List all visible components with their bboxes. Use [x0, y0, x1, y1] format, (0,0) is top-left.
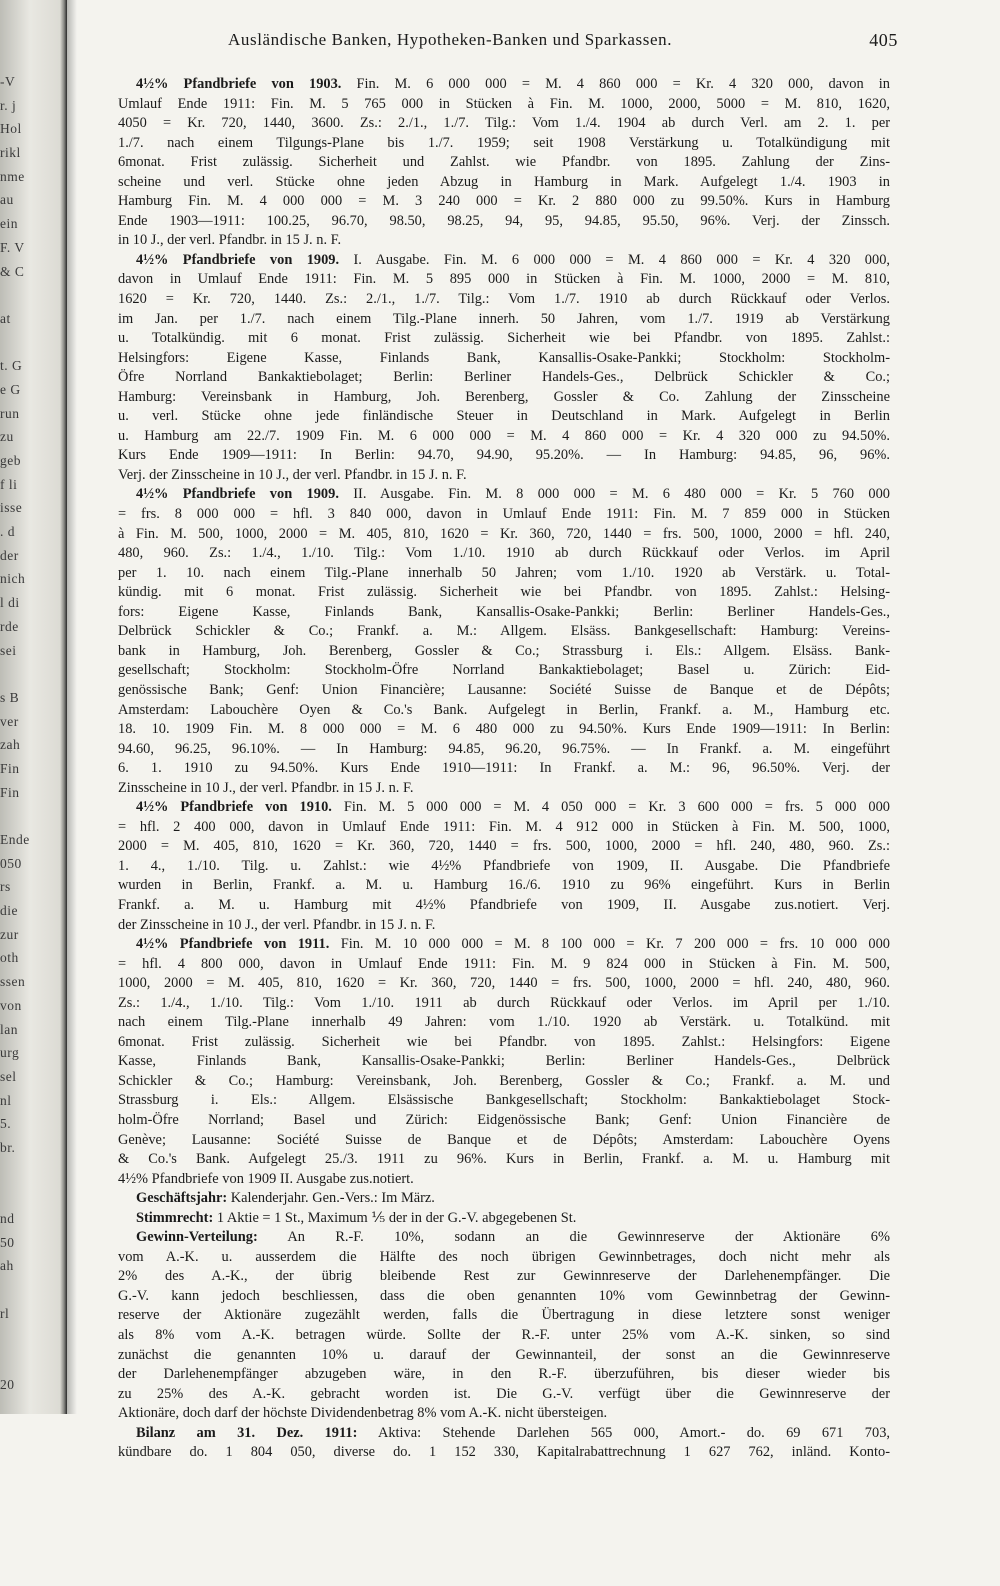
line-text: 94.60, 96.25, 96.10%. — In Hamburg: 94.85, 96.20, 96.75%. — In Frankf. a. M. eingeführt [118, 740, 890, 757]
line-text: 4½% Pfandbriefe von 1909 II. Ausgabe zus.notiert. [118, 1170, 414, 1187]
line-text: Kasse, Finlands Bank, Kansallis-Osake-Pankki; Berlin: Berliner Handels-Ges., Delbrück [118, 1053, 890, 1070]
line-text: 6monat. Frist zulässig. Sicherheit wie bei Pfandbr. von 1895. Zahlst.: Helsingfors: Eigene [118, 1033, 890, 1050]
prev-page-fragment [0, 1183, 62, 1207]
text-line [118, 1326, 890, 1346]
text-line [118, 1033, 890, 1053]
prev-page-fragment: geb [0, 453, 21, 468]
prev-page-fragment: f li [0, 476, 18, 492]
section-heading: 4½% Pfandbriefe von 1909. [136, 486, 339, 503]
text-line [118, 583, 890, 603]
text-line [118, 1385, 890, 1405]
prev-page-fragment: Hol [0, 121, 22, 137]
line-text: kündig. mit 6 monat. Frist zulässig. Sicherheit wie bei Pfandbr. von 1895. Zahlst.: Helsing- [118, 584, 890, 601]
text-line [118, 1424, 890, 1444]
line-text: 6. 1. 1910 zu 94.50%. Kurs Ende 1910—1911: In Frankf. a. M.: 96, 96.50%. Verj. der [118, 760, 890, 777]
line-text: als 8% vom A.-K. betragen würde. Sollte der R.-F. unter 25% vom A.-K. sinken, so sind [118, 1327, 890, 1343]
line-text: à Fin. M. 500, 1000, 2000 = M. 405, 810, 1620 = Kr. 360, 720, 1440 = frs. 500, 1000, 2000 = hfl. 240, [118, 525, 890, 542]
line-text: holm-Öfre Norrland; Basel und Zürich: Eidgenössische Bank; Genf: Union Financière de [118, 1111, 890, 1128]
prev-page-fragment: ver [0, 713, 19, 729]
text-line [118, 310, 890, 330]
text-line [118, 603, 890, 623]
prev-page-fragment: s B [0, 689, 20, 705]
line-text: Zinsscheine in 10 J., der verl. Pfandbr. in 15 J. n. F. [118, 779, 414, 796]
line-text: Öfre Norrland Bankaktiebolaget; Berlin: Berliner Handels-Ges., Delbrück Schickler & Co.; [118, 369, 890, 386]
text-line [118, 642, 890, 662]
text-line [118, 1365, 890, 1385]
prev-page-fragment: Ende [0, 832, 30, 847]
line-text: fors: Eigene Kasse, Finlands Bank, Kansallis-Osake-Pankki; Berlin: Berliner Handels-Ges., [118, 603, 890, 620]
prev-page-fragment: sei [0, 642, 17, 658]
line-text: = frs. 8 000 000 = hfl. 3 840 000, davon in Umlauf Ende 1911: Fin. M. 7 859 000 in Stücken [118, 506, 890, 523]
line-text: 1620 = Kr. 720, 1440. Zs.: 2./1., 1./7. Tilg.: Vom 1./7. 1910 ab durch Rückkauf oder Verlos. [118, 291, 890, 308]
section-heading: Bilanz am 31. Dez. 1911: [136, 1424, 358, 1441]
text-line [118, 779, 890, 799]
line-text: Hamburg: Vereinsbank in Hamburg, Joh. Berenberg, Gossler & Co. Zahlung der Zinsscheine [118, 388, 890, 405]
line-text: 1000, 2000 = M. 405, 810, 1620 = Kr. 360, 720, 1440 = frs. 500, 1000, 2000 = hfl. 240, 480, 960. [118, 975, 890, 992]
prev-page-fragment: Fin [0, 784, 20, 800]
line-text: scheine und verl. Stücke ohne jeden Abzug in Hamburg in Mark. Aufgelegt 1./4. 1903 in [118, 173, 890, 190]
text-line [118, 1248, 890, 1268]
prev-page-fragment [0, 331, 62, 355]
text-line [118, 1131, 890, 1151]
prev-page-fragment: e G [0, 381, 21, 397]
text-line [118, 681, 890, 701]
section-heading: Geschäftsjahr: [136, 1190, 228, 1207]
text-line [118, 564, 890, 584]
line-text: u. Totalkündig. mit 6 monat. Frist zulässig. Sicherheit wie bei Pfandbr. von 1895. Zahlst.: [118, 330, 890, 347]
prev-page-fragment: 50 [0, 1234, 15, 1250]
line-text: wurden in Berlin, Frankf. a. M. u. Hamburg 16./6. 1910 zu 96% eingeführt. Kurs in Berlin [118, 877, 890, 894]
prev-page-fragment: oth [0, 950, 19, 966]
text-line [118, 818, 890, 838]
text-line [118, 622, 890, 642]
text-line [118, 837, 890, 857]
prev-page-fragment: . d [0, 524, 15, 540]
line-text: Aktionäre, doch darf der höchste Dividendenbetrag 8% vom A.-K. nicht übersteigen. [118, 1405, 608, 1422]
text-line [118, 95, 890, 115]
text-line [118, 1346, 890, 1366]
text-line [118, 1228, 890, 1248]
text-line [118, 1072, 890, 1092]
section-heading: 4½% Pfandbriefe von 1909. [136, 251, 340, 268]
text-line [118, 1052, 890, 1072]
line-text: der Zinsscheine in 10 J., der verl. Pfandbr. in 15 J. n. F. [118, 916, 436, 933]
line-text: Schickler & Co.; Hamburg: Vereinsbank, Joh. Berenberg, Gossler & Co.; Frankf. a. M. und [118, 1072, 890, 1089]
line-text: Helsingfors: Eigene Kasse, Finlands Bank, Kansallis-Osake-Pankki; Stockholm: Stockholm- [118, 349, 890, 366]
line-text: Zs.: 1./4., 1./10. Tilg.: Vom 1./10. 1911 ab durch Rückkauf oder Verlos. im April per 1./10. [118, 994, 890, 1011]
text-line [118, 661, 890, 681]
line-text: vom A.-K. u. ausserdem die Hälfte des noch übrigen Gewinnbetrages, doch nicht mehr als [118, 1248, 890, 1265]
line-text: 4050 = Kr. 720, 1440, 3600. Zs.: 2./1., 1./7. Tilg.: Vom 1./4. 1904 ab durch Verl. am 2. 1. per [118, 115, 890, 132]
prev-page-fragment [0, 1515, 62, 1539]
line-text: der Darlehenempfänger abzugeben wäre, in den R.-F. überzuführen, bis dieser wieder bis [118, 1366, 890, 1383]
line-text: Kurs Ende 1909—1911: In Berlin: 94.70, 94.90, 95.20%. — In Hamburg: 94.85, 96, 96%. [118, 447, 890, 464]
prev-page-fragment: die [0, 903, 18, 919]
page-number: 405 [869, 30, 898, 50]
text-line [118, 1111, 890, 1131]
line-text: im Jan. per 1./7. nach einem Tilg.-Plane innerh. 50 Jahren, vom 1./7. 1919 ab Verstärkung [118, 310, 890, 327]
prev-page-fragment [0, 1420, 62, 1444]
prev-page-fragment: ah [0, 1258, 14, 1274]
prev-page-fragment [0, 1397, 62, 1421]
line-text: u. Hamburg am 22./7. 1909 Fin. M. 6 000 000 = M. 4 860 000 = Kr. 4 320 000 zu 94.50%. [118, 427, 890, 444]
text-line [118, 388, 890, 408]
line-text: 1. 4., 1./10. Tilg. u. Zahlst.: wie 4½% Pfandbriefe von 1909, II. Ausgabe. Die Pfandbriefe [118, 857, 890, 874]
section-heading: 4½% Pfandbriefe von 1903. [136, 76, 342, 92]
running-title: Ausländische Banken, Hypotheken-Banken und Sparkassen. [228, 30, 673, 49]
prev-page-fragment: rs [0, 879, 11, 895]
section-heading: Gewinn-Verteilung: [136, 1229, 258, 1246]
text-line [118, 368, 890, 388]
text-line [118, 134, 890, 154]
prev-page-fragment [0, 1539, 62, 1563]
text-line [118, 857, 890, 877]
prev-page-fragment [0, 1468, 62, 1492]
prev-page-fragment: rde [0, 618, 19, 634]
prev-page-fragment: & C [0, 263, 25, 279]
text-line [118, 1170, 890, 1190]
line-text: Fin. M. 6 000 000 = M. 4 860 000 = Kr. 4 320 000, davon in [341, 76, 890, 92]
prev-page-fragment [0, 1160, 62, 1184]
line-text: Fin. M. 5 000 000 = M. 4 050 000 = Kr. 3 600 000 = frs. 5 000 000 [331, 799, 890, 816]
line-text: 480, 960. Zs.: 1./4., 1./10. Tilg.: Vom 1./10. 1910 ab durch Rückkauf oder Verlos. im April [118, 545, 890, 562]
line-text: zu 25% des A.-K. gebracht worden ist. Die G.-V. verfügt über die Gewinnreserve der [118, 1385, 890, 1402]
line-text: Fin. M. 10 000 000 = M. 8 100 000 = Kr. 7 200 000 = frs. 10 000 000 [329, 936, 890, 953]
text-line [118, 1013, 890, 1033]
page-body [118, 75, 890, 1463]
text-line [118, 329, 890, 349]
prev-page-fragment [0, 1491, 62, 1515]
text-line [118, 876, 890, 896]
text-line [118, 349, 890, 369]
line-text: reserve der Aktionäre zugezählt werden, falls die Übertragung in diese letztere sonst weniger [118, 1307, 890, 1324]
text-line [118, 1209, 890, 1229]
line-text: 18. 10. 1909 Fin. M. 8 000 000 = M. 6 480 000 zu 94.50%. Kurs Ende 1909—1911: In Berlin: [118, 721, 890, 738]
text-line [118, 505, 890, 525]
line-text: Kalenderjahr. Gen.-Vers.: Im März. [227, 1190, 435, 1207]
text-line [118, 1091, 890, 1111]
text-line [118, 1189, 890, 1209]
previous-page-fragments [0, 70, 62, 1586]
line-text: nach einem Tilg.-Plane innerhalb 49 Jahren: vom 1./10. 1920 ab Verstärk. u. Totalkünd. mit [118, 1014, 890, 1031]
section-heading: 4½% Pfandbriefe von 1910. [136, 799, 332, 816]
line-text: Genève; Lausanne: Société Suisse de Banque et de Dépôts; Amsterdam: Labouchère Oyens [118, 1131, 890, 1148]
text-line [118, 701, 890, 721]
prev-page-fragment: br. [0, 1139, 16, 1155]
text-line [118, 153, 890, 173]
prev-page-fragment: r. j [0, 97, 17, 113]
prev-page-fragment [0, 1349, 62, 1373]
line-text: 1 Aktie = 1 St., Maximum ⅕ der in der G.-V. abgegebenen St. [213, 1209, 577, 1226]
prev-page-fragment: lan [0, 1021, 18, 1037]
line-text: Umlauf Ende 1911: Fin. M. 5 765 000 in Stücken à Fin. M. 1000, 2000, 5000 = M. 810, 1620, [118, 95, 890, 112]
line-text: Amsterdam: Labouchère Oyen & Co.'s Bank. Aufgelegt in Berlin, Frankf. a. M., Hamburg etc. [118, 701, 890, 718]
text-line [118, 290, 890, 310]
line-text: Strassburg i. Els.: Allgem. Elsässische Bankgesellschaft; Stockholm: Bankaktiebolaget Stock- [118, 1092, 890, 1109]
section-heading: 4½% Pfandbriefe von 1911. [136, 936, 330, 953]
text-line [118, 466, 890, 486]
prev-page-fragment: nd [0, 1211, 15, 1226]
text-line [118, 798, 890, 818]
prev-page-fragment [0, 1562, 62, 1586]
text-line [118, 75, 890, 95]
prev-page-fragment: isse [0, 500, 23, 516]
prev-page-fragment: nl [0, 1092, 12, 1108]
line-text: 2% des A.-K., der übrig bleibende Rest zur Gewinnreserve der Darlehenempfänger. Die [118, 1268, 890, 1285]
line-text: genössische Bank; Genf: Union Financière; Lausanne: Société Suisse de Banque et de Dépôts; [118, 681, 890, 698]
prev-page-fragment [0, 1325, 62, 1349]
prev-page-fragment: l di [0, 595, 20, 611]
prev-page-fragment [0, 662, 62, 686]
prev-page-fragment: zur [0, 926, 19, 942]
line-text: Verj. der Zinsscheine in 10 J., der verl. Pfandbr. in 15 J. n. F. [118, 466, 467, 483]
line-text: kündbare do. 1 804 050, diverse do. 1 152 330, Kapitalrabattrechnung 1 627 762, inländ. Konto- [118, 1444, 890, 1461]
line-text: II. Ausgabe. Fin. M. 8 000 000 = M. 6 480 000 = Kr. 5 760 000 [338, 486, 890, 503]
line-text: u. verl. Stücke ohne jede finländische Steuer in Deutschland in Mark. Aufgelegt in Berlin [118, 408, 890, 425]
text-line [118, 192, 890, 212]
text-line [118, 544, 890, 564]
text-line [118, 896, 890, 916]
prev-page-fragment [0, 1444, 62, 1468]
section-heading: Stimmrecht: [136, 1209, 214, 1226]
prev-page-fragment: au [0, 192, 14, 208]
line-text: zunächst die genannten 10% u. darauf der Gewinnanteil, der sonst an die Gewinnreserve [118, 1346, 890, 1363]
prev-page-fragment: zu [0, 429, 14, 445]
prev-page-fragment: nich [0, 571, 26, 587]
gutter-shadow [67, 0, 77, 1414]
line-text: in 10 J., der verl. Pfandbr. in 15 J. n. F. [118, 232, 342, 249]
line-text: Delbrück Schickler & Co.; Frankf. a. M.: Allgem. Elsäss. Bankgesellschaft: Hamburg: Vereins- [118, 623, 890, 640]
text-line [118, 525, 890, 545]
text-line [118, 407, 890, 427]
text-line [118, 212, 890, 232]
text-line [118, 1267, 890, 1287]
prev-page-fragment: rikl [0, 145, 21, 161]
line-text: gesellschaft; Stockholm: Stockholm-Öfre Norrland Bankaktiebolaget; Basel u. Zürich: Eid- [118, 662, 890, 679]
prev-page-fragment [0, 1278, 62, 1302]
prev-page-fragment: ein [0, 216, 18, 232]
prev-page-fragment: urg [0, 1045, 20, 1061]
text-line [118, 916, 890, 936]
prev-page-fragment [0, 283, 62, 307]
prev-page-fragment: rl [0, 1305, 10, 1321]
line-text: & Co.'s Bank. Aufgelegt 25./3. 1911 zu 96%. Kurs in Berlin, Frankf. a. M. u. Hamburg mit [118, 1151, 890, 1168]
line-text: = hfl. 2 400 000, davon in Umlauf Ende 1911: Fin. M. 4 912 000 in Stücken à Fin. M. 500, 1000, [118, 818, 890, 835]
prev-page-fragment: zah [0, 737, 21, 753]
text-line [118, 974, 890, 994]
prev-page-fragment: 5. [0, 1116, 12, 1132]
text-line [118, 173, 890, 193]
text-line [118, 994, 890, 1014]
line-text: 2000 = M. 405, 810, 1620 = Kr. 360, 720, 1440 = frs. 500, 1000, 2000 = hfl. 240, 480, 960. Zs.: [118, 838, 890, 855]
prev-page-fragment: sel [0, 1068, 17, 1084]
text-line [118, 270, 890, 290]
prev-page-fragment: nme [0, 168, 25, 184]
line-text: An R.-F. 10%, sodann an die Gewinnreserve der Aktionäre 6% [257, 1229, 890, 1246]
text-line [118, 759, 890, 779]
prev-page-fragment: von [0, 997, 22, 1013]
prev-page-fragment: F. V [0, 239, 25, 255]
text-line [118, 955, 890, 975]
line-text: Ende 1903—1911: 100.25, 96.70, 98.50, 98.25, 94, 95, 94.85, 95.50, 96%. Verj. der Zinssch. [118, 212, 890, 229]
prev-page-fragment: t. G [0, 358, 23, 374]
line-text: Hamburg Fin. M. 4 000 000 = M. 3 240 000 = Kr. 2 880 000 zu 99.50%. Kurs in Hamburg [118, 193, 890, 210]
text-line [118, 1150, 890, 1170]
prev-page-fragment [0, 804, 62, 828]
line-text: davon in Umlauf Ende 1911: Fin. M. 5 895 000 in Stücken à Fin. M. 1000, 2000 = M. 810, [118, 271, 890, 288]
text-line [118, 740, 890, 760]
text-line [118, 114, 890, 134]
text-line [118, 251, 890, 271]
prev-page-fragment: run [0, 405, 20, 421]
line-text: G.-V. kann jedoch beschliessen, dass die oben genannten 10% vom Gewinnbetrag der Gewinn- [118, 1287, 890, 1304]
line-text: Aktiva: Stehende Darlehen 565 000, Amort.- do. 69 671 703, [357, 1424, 890, 1441]
text-line [118, 231, 890, 251]
line-text: I. Ausgabe. Fin. M. 6 000 000 = M. 4 860 000 = Kr. 4 320 000, [339, 251, 890, 268]
text-line [118, 427, 890, 447]
prev-page-fragment: -V [0, 74, 16, 89]
text-line [118, 446, 890, 466]
line-text: Frankf. a. M. u. Hamburg mit 4½% Pfandbriefe von 1909, II. Ausgabe zus.notiert. Verj. [118, 896, 890, 913]
line-text: 6monat. Frist zulässig. Sicherheit und Zahlst. wie Pfandbr. von 1895. Zahlung der Zins- [118, 154, 890, 171]
line-text: 1./7. nach einem Tilgungs-Plane bis 1./7. 1959; seit 1908 Verstärkung u. Totalkündigung mit [118, 134, 890, 151]
prev-page-fragment: 050 [0, 855, 22, 871]
text-line [118, 485, 890, 505]
prev-page-fragment: at [0, 310, 11, 326]
text-line [118, 1443, 890, 1463]
text-line [118, 1306, 890, 1326]
prev-page-fragment: der [0, 547, 19, 563]
line-text: per 1. 10. nach einem Tilg.-Plane innerhalb 50 Jahren; vom 1./10. 1920 ab Verstärk. u. Total- [118, 564, 890, 581]
prev-page-fragment: 20 [0, 1376, 15, 1392]
text-line [118, 720, 890, 740]
text-line [118, 1287, 890, 1307]
line-text: = hfl. 4 800 000, davon in Umlauf Ende 1911: Fin. M. 9 824 000 in Stücken à Fin. M. 500, [118, 955, 890, 972]
text-line [118, 935, 890, 955]
prev-page-fragment: Fin [0, 760, 20, 776]
line-text: bank in Hamburg, Joh. Berenberg, Gossler & Co.; Strassburg i. Els.: Allgem. Elsäss. Bank- [118, 642, 890, 659]
prev-page-fragment: ssen [0, 974, 26, 990]
